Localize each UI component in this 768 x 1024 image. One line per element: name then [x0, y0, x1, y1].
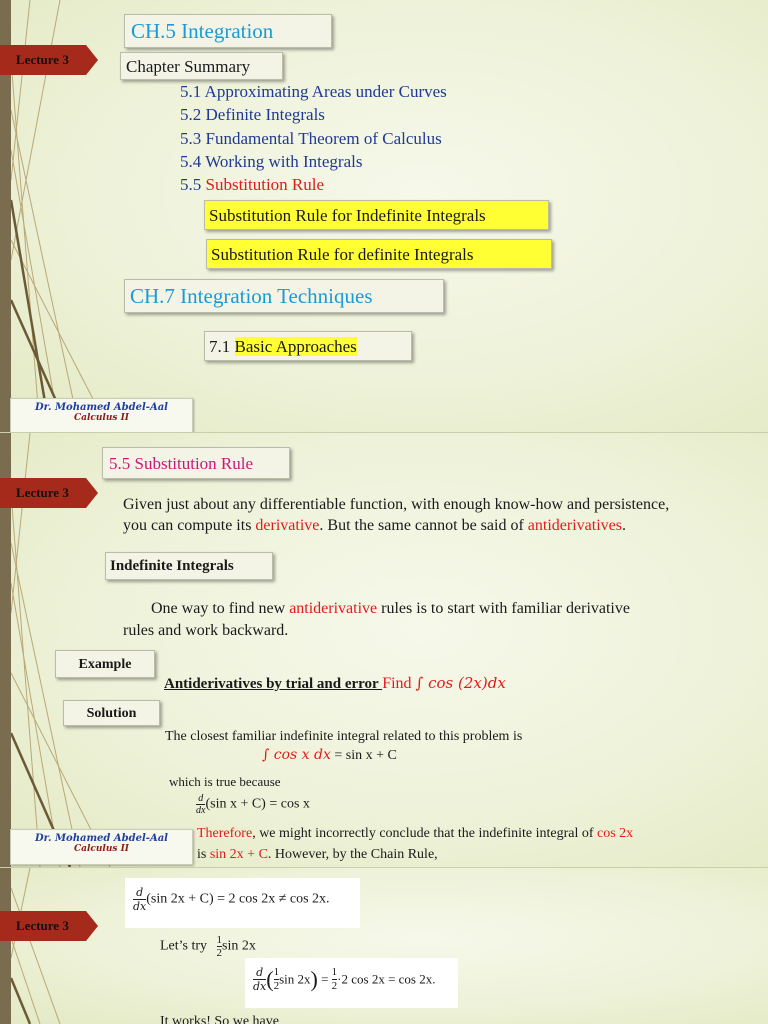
lecture-tag: Lecture 3 [0, 478, 86, 508]
intro-line-2: you can compute its derivative. But the same cannot be said of antiderivatives. [123, 517, 626, 534]
lecture-tag: Lecture 3 [0, 45, 86, 75]
chapter-7-title: CH.7 Integration Techniques [124, 279, 444, 313]
chapter-summary-label: Chapter Summary [120, 52, 283, 80]
author-box: Dr. Mohamed Abdel-Aal Calculus II [10, 829, 193, 865]
slide-2 [0, 433, 768, 867]
true-because-text: which is true because [169, 774, 281, 789]
section-5-3: 5.3 Fundamental Theorem of Calculus [180, 129, 442, 148]
decorative-lines [0, 868, 130, 1024]
basic-integral: ∫ cos x dx = sin x + C [262, 747, 397, 763]
closest-text: The closest familiar indefinite integral related to this problem is [165, 729, 523, 744]
substitution-indefinite-box: Substitution Rule for Indefinite Integrals [204, 200, 549, 230]
substitution-definite-box: Substitution Rule for definite Integrals [206, 239, 552, 269]
chain-rule-equation: $\frac{d}{dx}$ (sin 2x + C) = 2 cos 2x ≠ cos 2x. [125, 878, 360, 928]
section-5-5: 5.5 Substitution Rule [180, 175, 325, 194]
way-line-1: One way to find new antiderivative rules is to start with familiar derivative [151, 600, 630, 617]
section-5-2: 5.2 Definite Integrals [180, 105, 325, 124]
example-label: Example [55, 650, 155, 678]
chapter-5-title: CH.5 Integration [124, 14, 332, 48]
derivative-check: $\frac{d}{dx}$ (sin x + C) = cos x [196, 793, 310, 816]
verification-equation: $\frac{d}{dx}$ ( $\frac{1}{2}$ sin 2x) = $\frac{1}{2}$ ·2 cos 2x = cos 2x. [245, 958, 458, 1008]
intro-line-1: Given just about any differentiable function, with enough know-how and persistence, [123, 496, 670, 513]
section-5-4: 5.4 Working with Integrals [180, 152, 363, 171]
example-statement: Antiderivatives by trial and error Find ∫ cos (2x)dx [164, 674, 506, 692]
chain-rule-line: is sin 2x + C. However, by the Chain Rule, [197, 847, 438, 862]
way-line-2: rules and work backward. [123, 622, 289, 639]
author-box: Dr. Mohamed Abdel-Aal Calculus II [10, 398, 193, 432]
indefinite-integrals-heading: Indefinite Integrals [105, 552, 273, 580]
section-5-1: 5.1 Approximating Areas under Curves [180, 82, 447, 101]
lecture-tag: Lecture 3 [0, 911, 86, 941]
slide-1 [0, 0, 768, 432]
lets-try-line: Let’s try $\frac{1}{2}$ sin 2x [160, 934, 256, 959]
solution-label: Solution [63, 700, 160, 726]
it-works-text: It works! So we have [160, 1014, 279, 1024]
slide-3 [0, 868, 768, 1024]
therefore-line: Therefore, we might incorrectly conclude that the indefinite integral of cos 2x [197, 826, 634, 841]
section-7-1-box: 7.1 Basic Approaches [204, 331, 412, 361]
left-bar [0, 868, 11, 1024]
section-5-5-title: 5.5 Substitution Rule [102, 447, 290, 479]
